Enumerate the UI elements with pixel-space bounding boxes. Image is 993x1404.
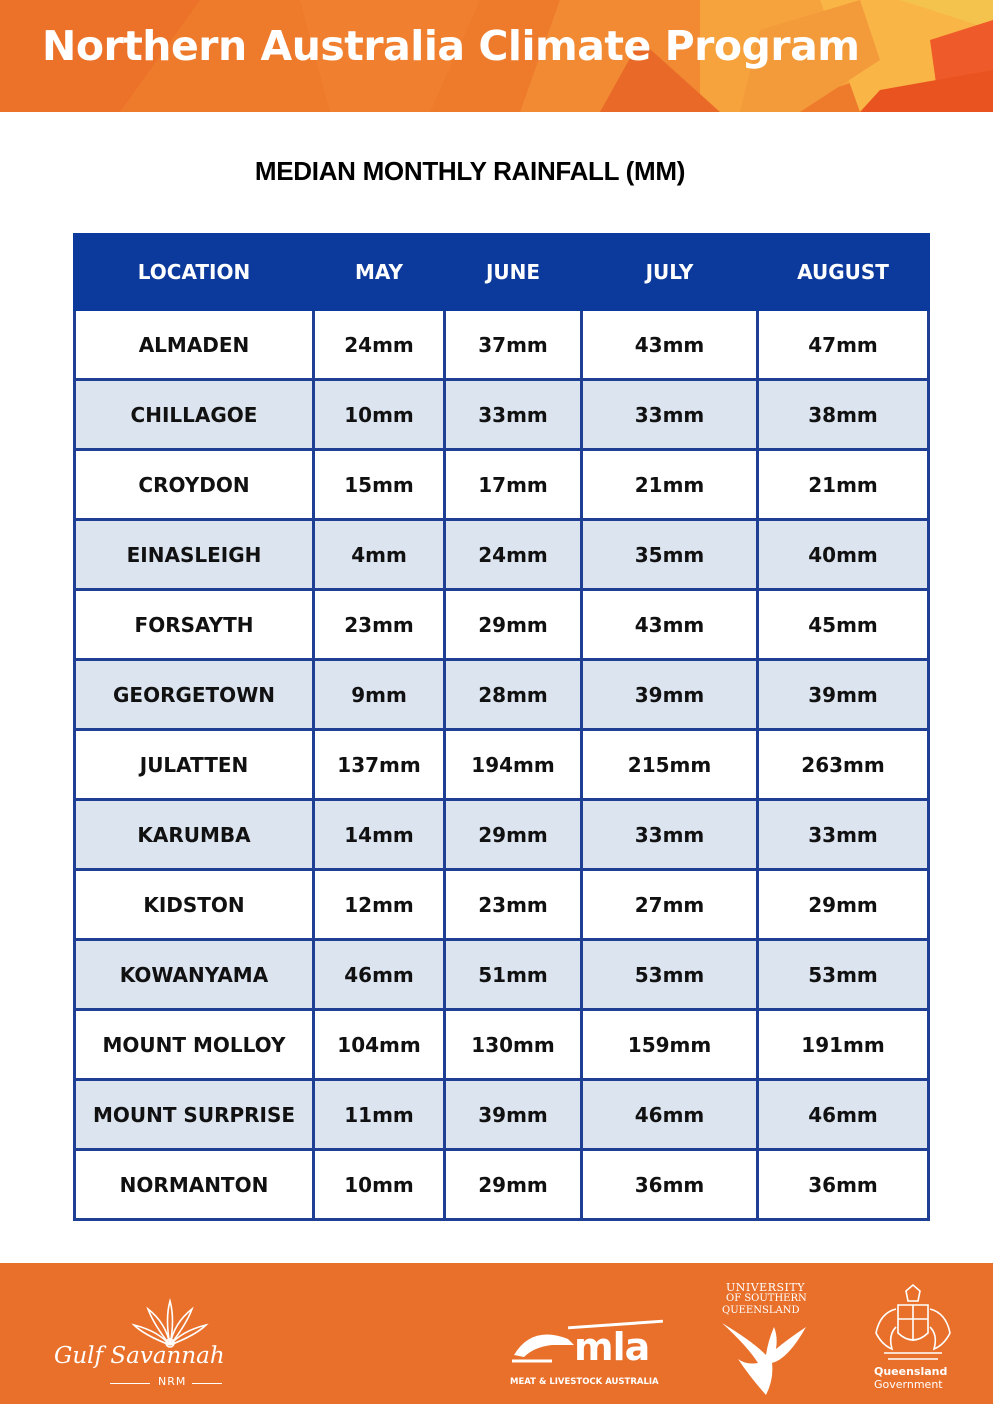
august-cell: 36mm [758, 1150, 929, 1220]
table-row [75, 870, 929, 940]
july-cell: 36mm [582, 1150, 758, 1220]
june-cell: 194mm [445, 730, 582, 800]
august-cell: 21mm [758, 450, 929, 520]
location-cell: GEORGETOWN [75, 660, 314, 730]
usq-line3: QUEENSLAND [722, 1305, 800, 1316]
location-cell: ALMADEN [75, 310, 314, 380]
qld-line2: Government [874, 1378, 943, 1391]
august-cell: 38mm [758, 380, 929, 450]
july-cell: 27mm [582, 870, 758, 940]
may-cell: 9mm [314, 660, 445, 730]
column-header-august: AUGUST [758, 235, 929, 310]
usq-line1: UNIVERSITY [726, 1281, 805, 1294]
location-cell: KARUMBA [75, 800, 314, 870]
qld-line1: Queensland [874, 1365, 948, 1378]
august-cell: 191mm [758, 1010, 929, 1080]
table-row [75, 450, 929, 520]
may-cell: 14mm [314, 800, 445, 870]
june-cell: 39mm [445, 1080, 582, 1150]
gulf-savannah-nrm-logo [50, 1297, 230, 1392]
rainfall-table [73, 233, 930, 1221]
column-header-location: LOCATION [75, 235, 314, 310]
june-cell: 24mm [445, 520, 582, 590]
june-cell: 29mm [445, 590, 582, 660]
location-cell: NORMANTON [75, 1150, 314, 1220]
gulf-underline-right [192, 1383, 222, 1384]
july-cell: 53mm [582, 940, 758, 1010]
july-cell: 39mm [582, 660, 758, 730]
may-cell: 137mm [314, 730, 445, 800]
june-cell: 51mm [445, 940, 582, 1010]
july-cell: 33mm [582, 800, 758, 870]
location-cell: JULATTEN [75, 730, 314, 800]
location-cell: MOUNT MOLLOY [75, 1010, 314, 1080]
july-cell: 46mm [582, 1080, 758, 1150]
may-cell: 10mm [314, 1150, 445, 1220]
qld-crest-icon [868, 1283, 958, 1365]
june-cell: 130mm [445, 1010, 582, 1080]
may-cell: 10mm [314, 380, 445, 450]
august-cell: 40mm [758, 520, 929, 590]
usq-line2: OF SOUTHERN [726, 1293, 807, 1304]
july-cell: 159mm [582, 1010, 758, 1080]
august-cell: 29mm [758, 870, 929, 940]
august-cell: 53mm [758, 940, 929, 1010]
august-cell: 47mm [758, 310, 929, 380]
june-cell: 28mm [445, 660, 582, 730]
june-cell: 29mm [445, 800, 582, 870]
table-row [75, 520, 929, 590]
may-cell: 4mm [314, 520, 445, 590]
may-cell: 24mm [314, 310, 445, 380]
page-title: MEDIAN MONTHLY RAINFALL (MM) [254, 156, 686, 186]
column-header-july: JULY [582, 235, 758, 310]
june-cell: 37mm [445, 310, 582, 380]
july-cell: 43mm [582, 590, 758, 660]
table-row [75, 940, 929, 1010]
table-row [75, 380, 929, 450]
location-cell: CHILLAGOE [75, 380, 314, 450]
august-cell: 46mm [758, 1080, 929, 1150]
phoenix-icon [718, 1319, 818, 1399]
location-cell: KOWANYAMA [75, 940, 314, 1010]
table-row [75, 590, 929, 660]
july-cell: 43mm [582, 310, 758, 380]
table-row [75, 660, 929, 730]
table-row [75, 310, 929, 380]
june-cell: 29mm [445, 1150, 582, 1220]
august-cell: 33mm [758, 800, 929, 870]
usq-logo [716, 1281, 820, 1401]
location-cell: FORSAYTH [75, 590, 314, 660]
location-cell: EINASLEIGH [75, 520, 314, 590]
table-row [75, 1150, 929, 1220]
may-cell: 15mm [314, 450, 445, 520]
july-cell: 35mm [582, 520, 758, 590]
july-cell: 33mm [582, 380, 758, 450]
table-row [75, 1010, 929, 1080]
location-cell: CROYDON [75, 450, 314, 520]
may-cell: 11mm [314, 1080, 445, 1150]
footer-banner [0, 1263, 993, 1404]
mla-mark-icon [512, 1325, 576, 1365]
july-cell: 21mm [582, 450, 758, 520]
august-cell: 263mm [758, 730, 929, 800]
may-cell: 104mm [314, 1010, 445, 1080]
table-row [75, 800, 929, 870]
gulf-underline-left [110, 1383, 150, 1384]
august-cell: 39mm [758, 660, 929, 730]
header-banner [0, 0, 993, 112]
june-cell: 17mm [445, 450, 582, 520]
june-cell: 33mm [445, 380, 582, 450]
location-cell: KIDSTON [75, 870, 314, 940]
mla-wordmark: mla [574, 1325, 650, 1369]
june-cell: 23mm [445, 870, 582, 940]
gulf-savannah-script: Gulf Savannah [54, 1343, 225, 1369]
qld-government-logo [866, 1283, 962, 1393]
mla-tagline: MEAT & LIVESTOCK AUSTRALIA [510, 1377, 659, 1387]
august-cell: 45mm [758, 590, 929, 660]
location-cell: MOUNT SURPRISE [75, 1080, 314, 1150]
header-title: Northern Australia Climate Program [42, 22, 860, 70]
table-header-row [75, 235, 929, 310]
mla-logo [508, 1315, 668, 1395]
may-cell: 23mm [314, 590, 445, 660]
july-cell: 215mm [582, 730, 758, 800]
table-row [75, 730, 929, 800]
column-header-june: JUNE [445, 235, 582, 310]
table-row [75, 1080, 929, 1150]
may-cell: 12mm [314, 870, 445, 940]
column-header-may: MAY [314, 235, 445, 310]
may-cell: 46mm [314, 940, 445, 1010]
gulf-nrm-label: NRM [158, 1375, 187, 1388]
